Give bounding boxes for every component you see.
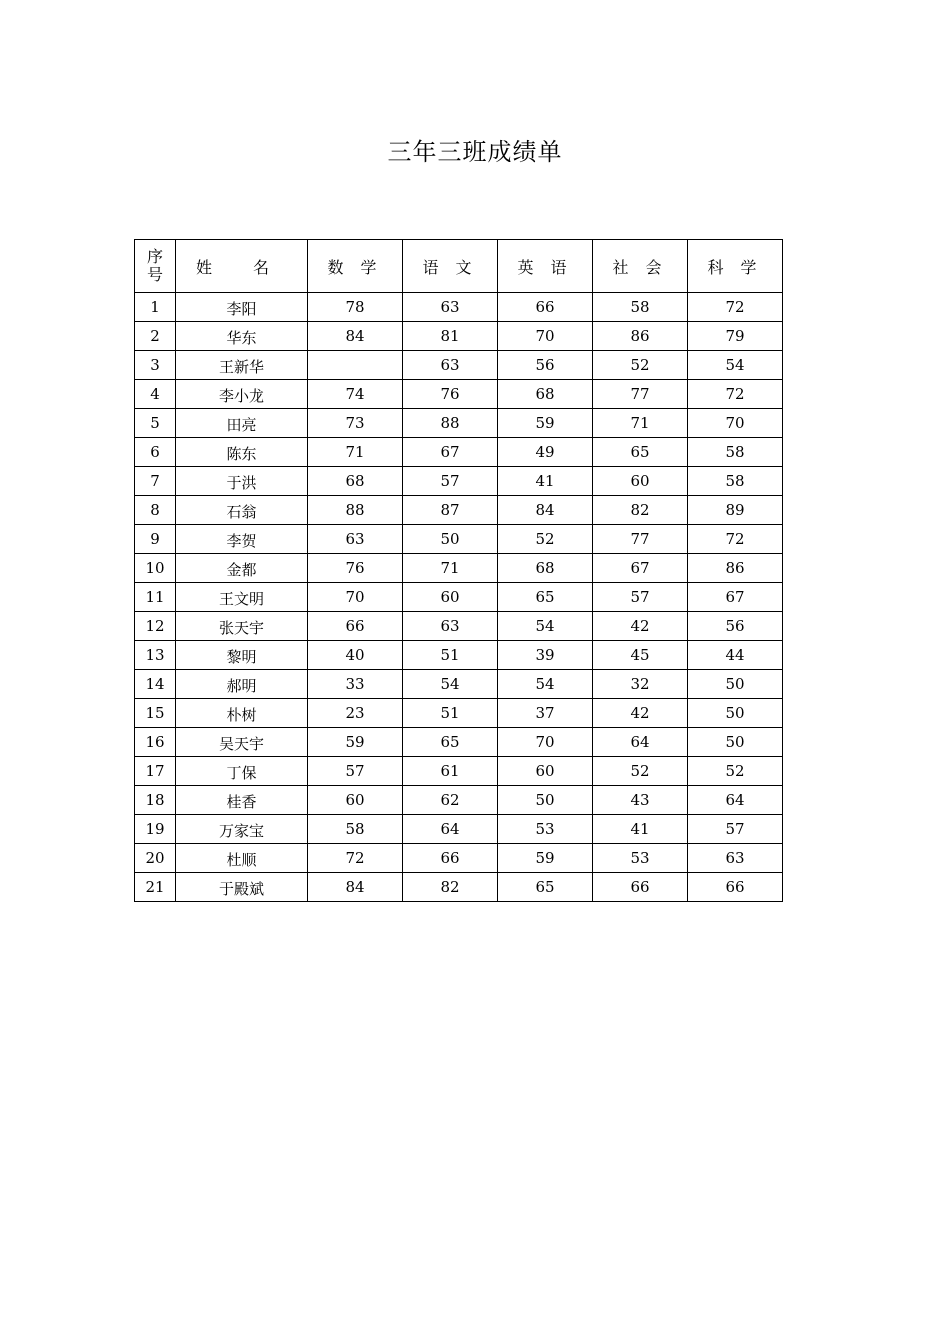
english-score-cell: 50 <box>498 786 593 815</box>
english-score-cell: 65 <box>498 873 593 902</box>
name-cell: 桂香 <box>176 786 308 815</box>
science-score-cell: 63 <box>688 844 783 873</box>
seq-cell: 18 <box>135 786 176 815</box>
society-score-cell: 64 <box>593 728 688 757</box>
table-row <box>135 293 783 322</box>
society-score-cell: 67 <box>593 554 688 583</box>
science-score-cell: 72 <box>688 380 783 409</box>
header-science: 科 学 <box>688 240 783 293</box>
header-chinese: 语 文 <box>403 240 498 293</box>
document-title: 三年三班成绩单 <box>387 138 563 166</box>
table-row <box>135 554 783 583</box>
science-score-cell: 72 <box>688 525 783 554</box>
math-score-cell: 59 <box>308 728 403 757</box>
chinese-score-cell: 67 <box>403 438 498 467</box>
english-score-cell: 84 <box>498 496 593 525</box>
name-cell: 吴天宇 <box>176 728 308 757</box>
table-row <box>135 467 783 496</box>
society-score-cell: 32 <box>593 670 688 699</box>
name-cell: 黎明 <box>176 641 308 670</box>
table-row <box>135 815 783 844</box>
chinese-score-cell: 66 <box>403 844 498 873</box>
chinese-score-cell: 51 <box>403 699 498 728</box>
science-score-cell: 66 <box>688 873 783 902</box>
math-score-cell: 23 <box>308 699 403 728</box>
math-score-cell: 84 <box>308 322 403 351</box>
chinese-score-cell: 76 <box>403 380 498 409</box>
chinese-score-cell: 60 <box>403 583 498 612</box>
english-score-cell: 70 <box>498 728 593 757</box>
society-score-cell: 82 <box>593 496 688 525</box>
table-row <box>135 757 783 786</box>
society-score-cell: 71 <box>593 409 688 438</box>
table-row <box>135 844 783 873</box>
society-score-cell: 42 <box>593 612 688 641</box>
table-row <box>135 496 783 525</box>
society-score-cell: 65 <box>593 438 688 467</box>
english-score-cell: 59 <box>498 844 593 873</box>
name-cell: 华东 <box>176 322 308 351</box>
name-cell: 郝明 <box>176 670 308 699</box>
seq-cell: 4 <box>135 380 176 409</box>
english-score-cell: 54 <box>498 612 593 641</box>
name-cell: 于殿斌 <box>176 873 308 902</box>
math-score-cell: 72 <box>308 844 403 873</box>
math-score-cell: 73 <box>308 409 403 438</box>
society-score-cell: 58 <box>593 293 688 322</box>
science-score-cell: 58 <box>688 438 783 467</box>
name-cell: 李贺 <box>176 525 308 554</box>
math-score-cell: 58 <box>308 815 403 844</box>
math-score-cell: 66 <box>308 612 403 641</box>
society-score-cell: 52 <box>593 757 688 786</box>
seq-cell: 7 <box>135 467 176 496</box>
english-score-cell: 54 <box>498 670 593 699</box>
society-score-cell: 77 <box>593 380 688 409</box>
table-row <box>135 612 783 641</box>
science-score-cell: 64 <box>688 786 783 815</box>
seq-cell: 15 <box>135 699 176 728</box>
english-score-cell: 39 <box>498 641 593 670</box>
society-score-cell: 60 <box>593 467 688 496</box>
society-score-cell: 52 <box>593 351 688 380</box>
seq-cell: 6 <box>135 438 176 467</box>
math-score-cell: 57 <box>308 757 403 786</box>
chinese-score-cell: 65 <box>403 728 498 757</box>
math-score-cell: 74 <box>308 380 403 409</box>
table-row <box>135 699 783 728</box>
math-score-cell: 40 <box>308 641 403 670</box>
name-cell: 杜顺 <box>176 844 308 873</box>
math-score-cell: 60 <box>308 786 403 815</box>
seq-cell: 16 <box>135 728 176 757</box>
name-cell: 万家宝 <box>176 815 308 844</box>
science-score-cell: 86 <box>688 554 783 583</box>
science-score-cell: 57 <box>688 815 783 844</box>
name-cell: 陈东 <box>176 438 308 467</box>
society-score-cell: 86 <box>593 322 688 351</box>
chinese-score-cell: 87 <box>403 496 498 525</box>
science-score-cell: 67 <box>688 583 783 612</box>
english-score-cell: 65 <box>498 583 593 612</box>
seq-cell: 19 <box>135 815 176 844</box>
table-row <box>135 873 783 902</box>
table-row <box>135 583 783 612</box>
society-score-cell: 77 <box>593 525 688 554</box>
science-score-cell: 52 <box>688 757 783 786</box>
english-score-cell: 53 <box>498 815 593 844</box>
name-cell: 李阳 <box>176 293 308 322</box>
math-score-cell: 88 <box>308 496 403 525</box>
seq-cell: 12 <box>135 612 176 641</box>
science-score-cell: 50 <box>688 728 783 757</box>
name-cell: 王文明 <box>176 583 308 612</box>
table-row <box>135 380 783 409</box>
english-score-cell: 59 <box>498 409 593 438</box>
chinese-score-cell: 61 <box>403 757 498 786</box>
science-score-cell: 72 <box>688 293 783 322</box>
table-row <box>135 322 783 351</box>
header-name: 姓 名 <box>176 240 308 293</box>
seq-cell: 17 <box>135 757 176 786</box>
math-score-cell: 76 <box>308 554 403 583</box>
society-score-cell: 41 <box>593 815 688 844</box>
english-score-cell: 49 <box>498 438 593 467</box>
english-score-cell: 52 <box>498 525 593 554</box>
math-score-cell: 78 <box>308 293 403 322</box>
chinese-score-cell: 62 <box>403 786 498 815</box>
header-seq-line1: 序 <box>146 247 163 266</box>
seq-cell: 5 <box>135 409 176 438</box>
grades-table <box>134 239 783 902</box>
chinese-score-cell: 63 <box>403 293 498 322</box>
table-row <box>135 525 783 554</box>
seq-cell: 1 <box>135 293 176 322</box>
english-score-cell: 60 <box>498 757 593 786</box>
chinese-score-cell: 57 <box>403 467 498 496</box>
english-score-cell: 70 <box>498 322 593 351</box>
science-score-cell: 56 <box>688 612 783 641</box>
science-score-cell: 58 <box>688 467 783 496</box>
name-cell: 王新华 <box>176 351 308 380</box>
science-score-cell: 44 <box>688 641 783 670</box>
seq-cell: 13 <box>135 641 176 670</box>
header-seq <box>135 240 176 293</box>
chinese-score-cell: 71 <box>403 554 498 583</box>
science-score-cell: 50 <box>688 699 783 728</box>
seq-cell: 21 <box>135 873 176 902</box>
chinese-score-cell: 51 <box>403 641 498 670</box>
society-score-cell: 45 <box>593 641 688 670</box>
chinese-score-cell: 63 <box>403 612 498 641</box>
table-body <box>135 293 783 902</box>
table-row <box>135 728 783 757</box>
table-row <box>135 409 783 438</box>
chinese-score-cell: 54 <box>403 670 498 699</box>
english-score-cell: 37 <box>498 699 593 728</box>
chinese-score-cell: 81 <box>403 322 498 351</box>
science-score-cell: 89 <box>688 496 783 525</box>
name-cell: 丁保 <box>176 757 308 786</box>
math-score-cell: 71 <box>308 438 403 467</box>
chinese-score-cell: 88 <box>403 409 498 438</box>
science-score-cell: 70 <box>688 409 783 438</box>
name-cell: 朴树 <box>176 699 308 728</box>
english-score-cell: 68 <box>498 554 593 583</box>
name-cell: 李小龙 <box>176 380 308 409</box>
science-score-cell: 50 <box>688 670 783 699</box>
math-score-cell: 33 <box>308 670 403 699</box>
name-cell: 田亮 <box>176 409 308 438</box>
society-score-cell: 42 <box>593 699 688 728</box>
header-seq-line2: 号 <box>146 265 163 284</box>
seq-cell: 10 <box>135 554 176 583</box>
chinese-score-cell: 63 <box>403 351 498 380</box>
society-score-cell: 57 <box>593 583 688 612</box>
math-score-cell: 84 <box>308 873 403 902</box>
seq-cell: 11 <box>135 583 176 612</box>
table-row <box>135 786 783 815</box>
chinese-score-cell: 50 <box>403 525 498 554</box>
seq-cell: 9 <box>135 525 176 554</box>
name-cell: 张天宇 <box>176 612 308 641</box>
society-score-cell: 43 <box>593 786 688 815</box>
name-cell: 石翁 <box>176 496 308 525</box>
header-english: 英 语 <box>498 240 593 293</box>
english-score-cell: 41 <box>498 467 593 496</box>
society-score-cell: 53 <box>593 844 688 873</box>
seq-cell: 14 <box>135 670 176 699</box>
table-row <box>135 641 783 670</box>
table-row <box>135 438 783 467</box>
chinese-score-cell: 64 <box>403 815 498 844</box>
table-row <box>135 351 783 380</box>
name-cell: 于洪 <box>176 467 308 496</box>
society-score-cell: 66 <box>593 873 688 902</box>
header-society: 社 会 <box>593 240 688 293</box>
science-score-cell: 54 <box>688 351 783 380</box>
header-math: 数 学 <box>308 240 403 293</box>
seq-cell: 2 <box>135 322 176 351</box>
seq-cell: 8 <box>135 496 176 525</box>
english-score-cell: 66 <box>498 293 593 322</box>
seq-cell: 3 <box>135 351 176 380</box>
math-score-cell <box>308 351 403 380</box>
name-cell: 金都 <box>176 554 308 583</box>
math-score-cell: 68 <box>308 467 403 496</box>
english-score-cell: 56 <box>498 351 593 380</box>
chinese-score-cell: 82 <box>403 873 498 902</box>
math-score-cell: 70 <box>308 583 403 612</box>
table-row <box>135 670 783 699</box>
math-score-cell: 63 <box>308 525 403 554</box>
seq-cell: 20 <box>135 844 176 873</box>
science-score-cell: 79 <box>688 322 783 351</box>
table-header-row <box>135 240 783 293</box>
english-score-cell: 68 <box>498 380 593 409</box>
